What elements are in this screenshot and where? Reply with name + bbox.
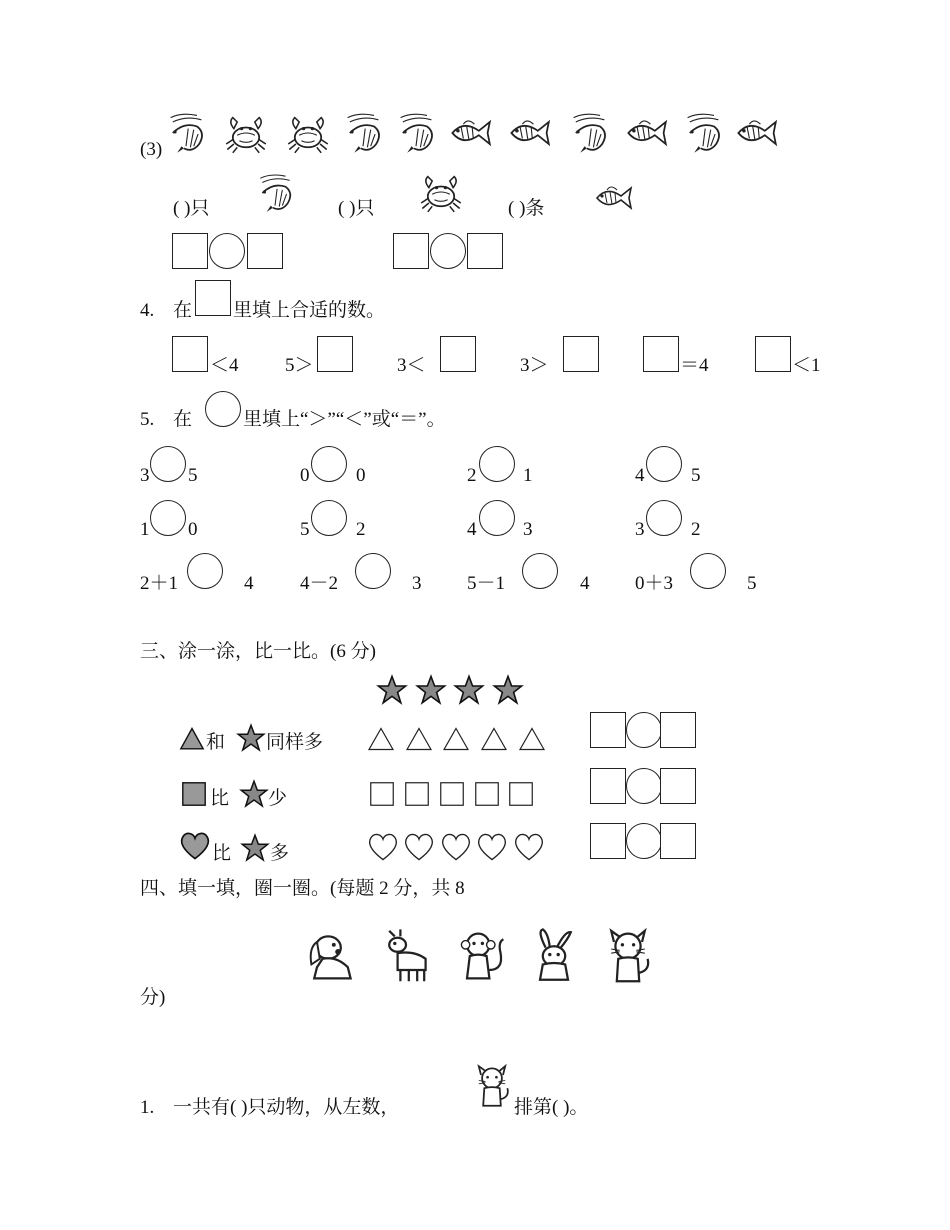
q5-suffix: 里填上“＞”“＜”或“＝”。 (243, 409, 446, 430)
s4-q1-number: 1. (140, 1097, 155, 1118)
q4-suffix: 里填上合适的数。 (233, 300, 386, 321)
q3-blank-shrimp[interactable]: ( )只 (173, 198, 210, 219)
heart-icon (402, 826, 436, 866)
answer-circle[interactable] (690, 553, 726, 589)
q4-item: 3＞ (520, 355, 549, 376)
q5-left: 2＋1 (140, 573, 179, 594)
crab-icon (285, 111, 331, 155)
q4-item: ＝4 (680, 355, 709, 376)
label-more: 多 (270, 843, 290, 864)
dog-icon (303, 928, 359, 984)
answer-box[interactable] (563, 336, 599, 372)
shaded-square-icon (180, 780, 208, 808)
q5-right: 3 (523, 519, 533, 540)
fish-icon (623, 111, 669, 155)
s4-q1-text-b[interactable]: 排第( )。 (514, 1097, 589, 1118)
heart-icon (475, 826, 509, 866)
star-icon (240, 833, 270, 863)
q5-left: 0＋3 (635, 573, 674, 594)
cat-icon (470, 1060, 514, 1112)
monkey-icon (453, 928, 509, 984)
answer-box[interactable] (590, 712, 626, 748)
answer-box[interactable] (660, 712, 696, 748)
answer-circle[interactable] (626, 823, 662, 859)
section4-title-end: 分) (140, 987, 166, 1008)
label-bi: 比 (210, 788, 230, 809)
square-icon (472, 779, 502, 809)
star-icon (453, 674, 485, 706)
q5-right: 0 (356, 465, 366, 486)
heart-icon (366, 826, 400, 866)
answer-box[interactable] (467, 233, 503, 269)
q5-left: 3 (140, 465, 150, 486)
shrimp-icon (163, 111, 209, 155)
triangle-icon (403, 724, 435, 754)
square-icon (402, 779, 432, 809)
q5-right: 2 (356, 519, 366, 540)
answer-circle[interactable] (150, 500, 186, 536)
q5-left: 0 (300, 465, 310, 486)
answer-circle[interactable] (150, 446, 186, 482)
label-same: 同样多 (266, 732, 324, 753)
square-icon (506, 779, 536, 809)
crab-icon (223, 111, 269, 155)
shaded-triangle-icon (178, 725, 206, 753)
answer-box[interactable] (590, 768, 626, 804)
square-icon (367, 779, 397, 809)
answer-box[interactable] (172, 233, 208, 269)
answer-box[interactable] (660, 823, 696, 859)
answer-circle[interactable] (311, 446, 347, 482)
section4-title: 四、填一填，圈一圈。(每题 2 分，共 8 (140, 878, 465, 899)
q5-left: 1 (140, 519, 150, 540)
star-icon (236, 723, 266, 753)
answer-box[interactable] (440, 336, 476, 372)
cat-icon (600, 928, 656, 984)
square-icon (437, 779, 467, 809)
q5-right: 5 (188, 465, 198, 486)
shrimp-icon (340, 111, 386, 155)
q5-right: 0 (188, 519, 198, 540)
answer-box[interactable] (393, 233, 429, 269)
shrimp-icon (566, 111, 612, 155)
answer-circle[interactable] (646, 500, 682, 536)
q5-left: 4－2 (300, 573, 339, 594)
answer-circle[interactable] (522, 553, 558, 589)
q4-item: ＜4 (210, 355, 239, 376)
label-he: 和 (206, 732, 226, 753)
answer-box[interactable] (247, 233, 283, 269)
fish-icon (447, 111, 493, 155)
shrimp-icon (680, 111, 726, 155)
heart-icon (512, 826, 546, 866)
q4-item: 3＜ (397, 355, 426, 376)
q5-left: 2 (467, 465, 477, 486)
star-icon (492, 674, 524, 706)
answer-circle[interactable] (311, 500, 347, 536)
answer-box[interactable] (317, 336, 353, 372)
triangle-icon (516, 724, 548, 754)
q5-right: 4 (580, 573, 590, 594)
answer-box[interactable] (755, 336, 791, 372)
answer-circle[interactable] (646, 446, 682, 482)
shrimp-icon (393, 111, 439, 155)
answer-box[interactable] (590, 823, 626, 859)
q5-right: 2 (691, 519, 701, 540)
answer-circle[interactable] (626, 712, 662, 748)
goat-icon (378, 928, 434, 984)
label-less: 少 (268, 788, 288, 809)
answer-circle[interactable] (626, 768, 662, 804)
shaded-heart-icon (178, 826, 212, 864)
shrimp-icon (254, 172, 296, 214)
q5-left: 5 (300, 519, 310, 540)
q5-left: 3 (635, 519, 645, 540)
example-circle (205, 391, 241, 427)
answer-circle[interactable] (355, 553, 391, 589)
answer-circle[interactable] (187, 553, 223, 589)
q3-blank-crab[interactable]: ( )只 (338, 198, 375, 219)
s4-q1-text-a[interactable]: 一共有( )只动物，从左数， (173, 1097, 400, 1118)
q4-number: 4. (140, 300, 155, 321)
answer-box[interactable] (643, 336, 679, 372)
fish-icon (506, 111, 552, 155)
answer-circle[interactable] (209, 233, 245, 269)
triangle-icon (478, 724, 510, 754)
heart-icon (439, 826, 473, 866)
q5-right: 3 (412, 573, 422, 594)
q4-prefix: 在 (173, 300, 193, 321)
star-icon (415, 674, 447, 706)
triangle-icon (440, 724, 472, 754)
q5-right: 4 (244, 573, 254, 594)
rabbit-icon (526, 928, 582, 984)
star-icon (239, 779, 269, 809)
q3-label: (3) (140, 139, 163, 160)
fish-icon (733, 111, 779, 155)
q3-blank-fish[interactable]: ( )条 (508, 198, 545, 219)
triangle-icon (365, 724, 397, 754)
label-bi: 比 (212, 843, 232, 864)
answer-circle[interactable] (479, 500, 515, 536)
q5-right: 1 (523, 465, 533, 486)
example-box (195, 280, 231, 316)
answer-box[interactable] (660, 768, 696, 804)
answer-circle[interactable] (430, 233, 466, 269)
star-icon (376, 674, 408, 706)
q4-item: ＜1 (792, 355, 821, 376)
q5-left: 5－1 (467, 573, 506, 594)
q5-left: 4 (635, 465, 645, 486)
q5-right: 5 (691, 465, 701, 486)
q5-number: 5. (140, 409, 155, 430)
crab-icon (418, 170, 464, 214)
answer-circle[interactable] (479, 446, 515, 482)
fish-icon (588, 178, 638, 218)
q4-item: 5＞ (285, 355, 314, 376)
q5-prefix: 在 (173, 409, 193, 430)
q5-left: 4 (467, 519, 477, 540)
answer-box[interactable] (172, 336, 208, 372)
q5-right: 5 (747, 573, 757, 594)
section3-title: 三、涂一涂，比一比。(6 分) (140, 641, 376, 662)
